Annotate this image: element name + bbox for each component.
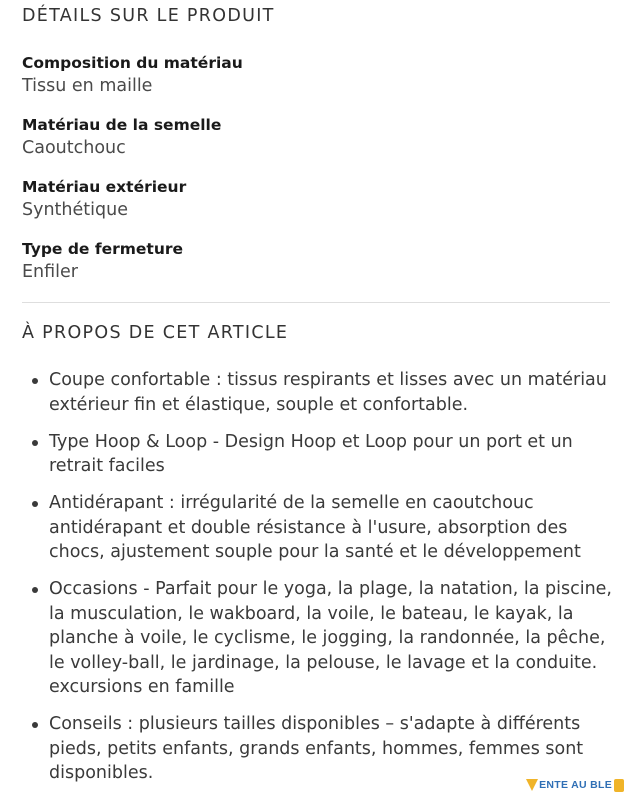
feature-bullet-text: Antidérapant : irrégularité de la semelle en caoutchouc antidérapant et double résistance à l'usure, absorption des chocs, ajustement souple pour la santé et le développement — [49, 493, 581, 562]
detail-value: Caoutchouc — [22, 138, 126, 158]
about-item-heading: À PROPOS DE CET ARTICLE — [22, 323, 289, 343]
feature-bullet — [0, 577, 630, 700]
detail-composition — [22, 52, 612, 99]
feature-bullet-text: Type Hoop & Loop - Design Hoop et Loop pour un port et un retrait faciles — [49, 431, 573, 476]
bullet-dot-icon — [32, 722, 38, 728]
bullet-dot-icon — [32, 378, 38, 384]
feature-bullet-text: Coupe confortable : tissus respirants et lisses avec un matériau extérieur fin et élastique, souple et confortable. — [49, 370, 607, 415]
bullet-dot-icon — [32, 587, 38, 593]
detail-outer-material — [22, 176, 612, 223]
detail-value: Synthétique — [22, 200, 128, 220]
feature-bullet-text: Conseils : plusieurs tailles disponibles – s'adapte à différents pieds, petits enfants, grands enfants, hommes, femmes sont disponibles. — [49, 714, 584, 783]
feature-bullet-text: Occasions - Parfait pour le yoga, la plage, la natation, la piscine, la musculation, le wakboard, la voile, le bateau, le kayak, la planche à voile, le cyclisme, le jogging, la randonnée, la pêche, le volley-ball, le jardinage, la pelouse, le lavage et la conduite. excursions en famille — [49, 579, 612, 697]
feature-bullet — [0, 491, 630, 565]
product-details-heading: DÉTAILS SUR LE PRODUIT — [22, 6, 275, 26]
section-divider — [22, 302, 610, 303]
detail-closure-type — [22, 238, 612, 285]
watermark-text: ENTE AU BLE — [539, 779, 612, 791]
detail-value: Enfiler — [22, 262, 78, 282]
feature-bullet — [0, 368, 630, 417]
detail-sole-material — [22, 114, 612, 161]
detail-label: Matériau de la semelle — [22, 116, 222, 134]
feature-bullet — [0, 430, 630, 479]
bullet-dot-icon — [32, 501, 38, 507]
feature-bullet-list — [0, 368, 630, 798]
detail-value: Tissu en maille — [22, 76, 153, 96]
detail-label: Type de fermeture — [22, 240, 184, 258]
feature-bullet — [0, 712, 630, 786]
badge-icon — [614, 779, 624, 792]
detail-label: Composition du matériau — [22, 54, 243, 72]
bullet-dot-icon — [32, 440, 38, 446]
v-logo-icon — [526, 779, 538, 792]
detail-label: Matériau extérieur — [22, 178, 187, 196]
watermark-logo — [526, 776, 624, 794]
